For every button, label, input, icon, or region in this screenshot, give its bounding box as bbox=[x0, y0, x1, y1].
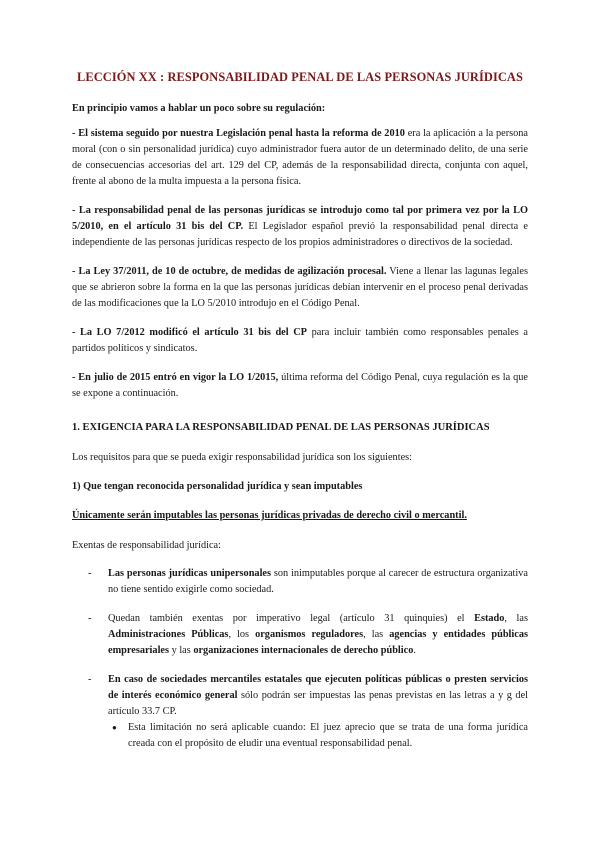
sub-item-1-text: Esta limitación no será aplicable cuando: El juez aprecio que se trata de una forma jurídica creada con el propósito de eludir una eventual responsabilidad penal. bbox=[128, 722, 528, 749]
requirements-intro: Los requisitos para que se pueda exigir responsabilidad jurídica son los siguientes: bbox=[72, 452, 413, 463]
item-3-bold: En caso de sociedades mercantiles estatales que ejecuten políticas públicas o presten servicios de interés económico general bbox=[108, 674, 528, 701]
item-3-text: sólo podrán ser impuestas las penas previstas en las letras a y g del artículo 33.7 CP. bbox=[108, 690, 529, 717]
item-2-text-e: , los bbox=[228, 629, 256, 640]
history-3-bold: - La Ley 37/2011, de 10 de octubre, de medidas de agilización procesal. bbox=[72, 266, 387, 277]
history-2-bold: - La responsabilidad penal de las personas jurídicas se introdujo como tal por primera vez por la LO 5/2010, en el artículo 31 bis del CP. bbox=[72, 205, 528, 232]
history-paragraph-5 bbox=[72, 370, 528, 402]
only-private-note bbox=[72, 508, 528, 524]
dash-marker: - bbox=[88, 613, 92, 624]
list-item bbox=[72, 611, 528, 659]
exempt-intro: Exentas de responsabilidad jurídica: bbox=[72, 540, 221, 551]
item-2-bold-agencias: agencias y entidades públicas empresariales bbox=[108, 629, 528, 656]
history-4-bold: - La LO 7/2012 modificó el artículo 31 bis del CP bbox=[72, 327, 307, 338]
document-page bbox=[72, 60, 528, 752]
history-5-bold: - En julio de 2015 entró en vigor la LO 1/2015, bbox=[72, 372, 279, 383]
dash-marker: - bbox=[88, 568, 92, 579]
item-2-text-g: , las bbox=[363, 629, 390, 640]
item-2-text-i: y las bbox=[169, 645, 194, 656]
history-3-text: Viene a llenar las lagunas legales que se abrieron sobre la forma en la que las personas jurídicas debían intervenir en el proceso penal derivadas de las modificaciones que la LO 5/2010 introdujo en el Código Penal. bbox=[72, 266, 528, 309]
history-4-text: para incluir también como responsables penales a partidos políticos y sindicatos. bbox=[72, 327, 528, 354]
list-item bbox=[72, 672, 528, 720]
section-1-heading: 1. EXIGENCIA PARA LA RESPONSABILIDAD PENAL DE LAS PERSONAS JURÍDICAS bbox=[72, 422, 490, 433]
sub-list-item bbox=[72, 720, 528, 752]
history-paragraph-1 bbox=[72, 126, 528, 190]
item-2-bold-organismos: organismos reguladores bbox=[255, 629, 364, 640]
item-2-bold-administraciones: Administraciones Públicas bbox=[108, 629, 229, 640]
history-5-text: última reforma del Código Penal, cuya regulación es la que se expone a continuación. bbox=[72, 372, 528, 399]
bullet-dot-icon: ● bbox=[112, 723, 117, 732]
item-2-text-k: . bbox=[413, 645, 416, 656]
history-1-bold: - El sistema seguido por nuestra Legislación penal hasta la reforma de 2010 bbox=[72, 128, 405, 139]
only-private-text: Únicamente serán imputables las personas jurídicas privadas de derecho civil o mercantil. bbox=[72, 510, 467, 521]
intro-line bbox=[72, 101, 528, 117]
history-2-text: El Legislador español previó la responsabilidad penal directa e independiente de las personas jurídicas respecto de los propios administradores o directivos de la sociedad. bbox=[72, 221, 528, 248]
dash-marker: - bbox=[88, 674, 92, 685]
list-item bbox=[72, 566, 528, 598]
item-2-bold-estado: Estado bbox=[474, 613, 505, 624]
item-2-text-a: Quedan también exentas por imperativo legal (artículo 31 quinquies) el bbox=[108, 613, 475, 624]
item-1-text: son inimputables porque al carecer de estructura organizativa no tiene sentido exigirle como sociedad. bbox=[108, 568, 529, 595]
lesson-title: LECCIÓN XX : RESPONSABILIDAD PENAL DE LAS PERSONAS JURÍDICAS bbox=[77, 70, 523, 84]
history-1-text: era la aplicación a la persona moral (con o sin personalidad jurídica) cuyo administrador fuera autor de un determinado delito, de una serie de consecuencias accesorias del art. 129 del CP, además de la responsabilidad directa, conjunta con aquel, frente al abono de la multa impuesta a la persona física. bbox=[72, 128, 529, 187]
item-2-text-c: , las bbox=[504, 613, 528, 624]
history-paragraph-3 bbox=[72, 264, 528, 312]
intro-text: En principio vamos a hablar un poco sobre su regulación: bbox=[72, 103, 326, 114]
history-paragraph-4 bbox=[72, 325, 528, 357]
requirement-1 bbox=[72, 479, 528, 495]
exempt-list bbox=[72, 566, 528, 720]
item-2-bold-organizaciones: organizaciones internacionales de derecho público bbox=[193, 645, 414, 656]
item-1-bold: Las personas jurídicas unipersonales bbox=[108, 568, 272, 579]
history-paragraph-2 bbox=[72, 203, 528, 251]
sub-list bbox=[72, 720, 528, 752]
requirement-1-text: 1) Que tengan reconocida personalidad jurídica y sean imputables bbox=[72, 481, 363, 492]
